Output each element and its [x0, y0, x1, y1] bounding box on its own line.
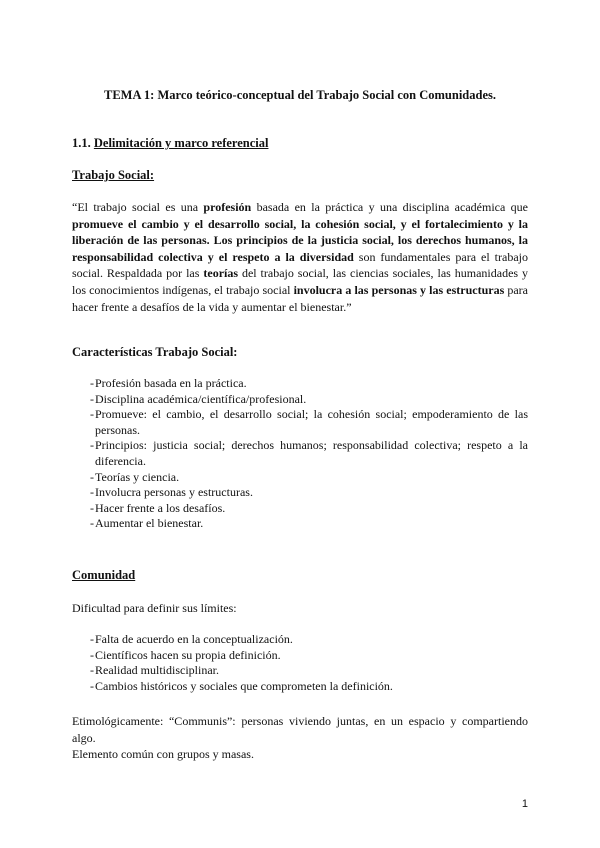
caracteristicas-list	[72, 376, 528, 532]
comunidad-item-text: - Cambios históricos y sociales que comprometen la definición.	[95, 678, 393, 693]
caracteristica-item-text: - Promueve: el cambio, el desarrollo social; la cohesión social; empoderamiento de las personas.	[95, 407, 528, 437]
trabajo-social-heading: Trabajo Social:	[72, 168, 155, 182]
trabajo-social-definition	[72, 199, 528, 315]
comunidad-intro: Dificultad para definir sus límites:	[72, 601, 237, 615]
comunidad-item-text: - Científicos hacen su propia definición.	[95, 647, 281, 662]
caracteristica-item	[72, 392, 528, 408]
caracteristica-item	[72, 438, 528, 469]
caracteristicas-heading: Características Trabajo Social:	[72, 345, 238, 359]
definition-bold-run: teorías	[203, 266, 239, 281]
comunidad-item	[72, 648, 528, 664]
section-number: 1.1.	[72, 136, 91, 150]
definition-bold-run: involucra a las personas y las estructuras	[293, 282, 505, 297]
definition-text-run: “El trabajo social es una	[72, 200, 204, 214]
comunidad-item	[72, 663, 528, 679]
comunidad-list	[72, 632, 528, 694]
definition-text-run: basada en la práctica y una disciplina académica que	[251, 200, 528, 214]
caracteristica-item-text: - Hacer frente a los desafíos.	[95, 500, 226, 515]
caracteristica-item-text: - Aumentar el bienestar.	[95, 516, 204, 531]
caracteristica-item	[72, 485, 528, 501]
comunidad-item-text: - Realidad multidisciplinar.	[95, 663, 219, 678]
caracteristica-item	[72, 516, 528, 532]
document-title: TEMA 1: Marco teórico-conceptual del Trabajo Social con Comunidades.	[104, 88, 496, 102]
caracteristica-item-text: - Disciplina académica/científica/profesional.	[95, 391, 307, 406]
section-heading	[72, 136, 268, 151]
definition-bold-run: profesión	[203, 200, 252, 214]
caracteristica-item-text: - Principios: justicia social; derechos humanos; responsabilidad colectiva; respeto a la diferencia.	[95, 438, 528, 468]
caracteristica-item-text: - Profesión basada en la práctica.	[95, 376, 247, 390]
definition-bold-run: promueve el cambio y el desarrollo social, la cohesión social, y el fortalecimiento y la liberación de las personas. Los principios de la justicia social, los derechos humanos, la responsabilidad colectiva y el respeto a la diversidad	[72, 216, 528, 264]
common-element-text: Elemento común con grupos y masas.	[72, 747, 254, 761]
caracteristica-item-text: - Involucra personas y estructuras.	[95, 485, 253, 500]
caracteristica-item-text: - Teorías y ciencia.	[95, 469, 180, 484]
page-number: 1	[521, 798, 528, 810]
etymology-text: Etimológicamente: “Communis”: personas viviendo juntas, en un espacio y compartiendo algo.	[72, 714, 528, 745]
caracteristica-item	[72, 501, 528, 517]
comunidad-heading: Comunidad	[72, 568, 136, 582]
definition-text-run: para hacer frente a desafíos de la vida y aumentar el bienestar.”	[72, 282, 529, 314]
caracteristica-item	[72, 376, 528, 392]
caracteristica-item	[72, 407, 528, 438]
section-title: Delimitación y marco referencial	[93, 136, 269, 150]
definition-text-run: son fundamentales para el trabajo social. Respaldada por las	[72, 249, 528, 281]
comunidad-item-text: - Falta de acuerdo en la conceptualización.	[95, 632, 293, 646]
comunidad-item	[72, 632, 528, 648]
caracteristica-item	[72, 470, 528, 486]
comunidad-item	[72, 679, 528, 695]
definition-text-run: del trabajo social, las ciencias sociales, las humanidades y los conocimientos indígenas, el trabajo social	[72, 266, 528, 297]
